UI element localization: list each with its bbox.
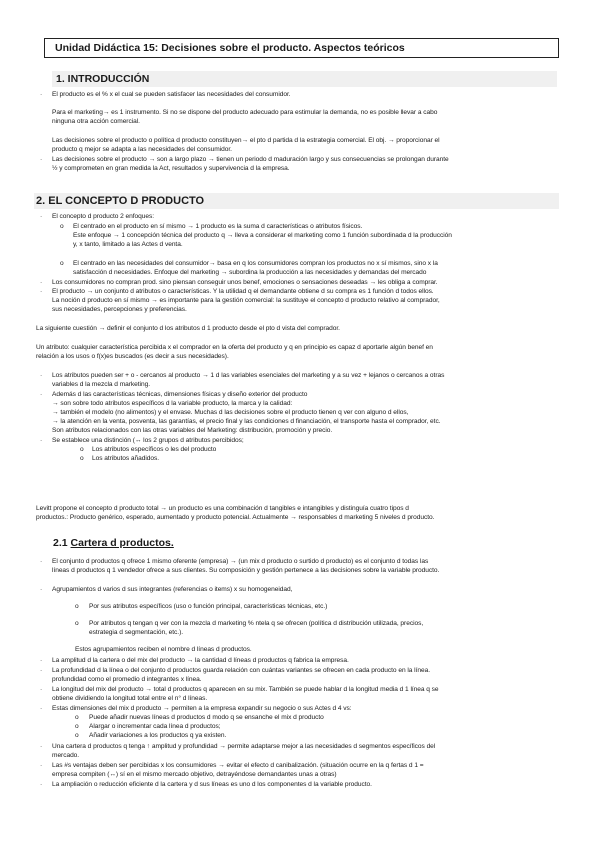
paragraph-line: La amplitud d la cartera o del mix del producto → la cantidad d líneas d productos q fabrica la empresa. — [52, 657, 349, 664]
bullet-marker: o — [60, 260, 64, 267]
bullet-marker: · — [40, 686, 43, 693]
section-heading-introduccion: 1. INTRODUCCIÓN — [52, 71, 557, 87]
paragraph-line: sus necesidades, percepciones y preferencias. — [52, 306, 187, 313]
bullet-marker: · — [40, 156, 43, 163]
paragraph-line: Las #s ventajas deben ser percibidas x los consumidores → evitar el efecto d canibalización. (situación ocurre en la q fertas d 1 = — [52, 762, 424, 769]
paragraph-line: El producto → un conjunto d atributos o características. Y la utilidad q el demandante obtiene d su compra es 1 función d todos ellos. — [52, 288, 434, 295]
paragraph-line: Un atributo: cualquier característica percibida x el comprador en la oferta del producto y q en principio es capaz d aportarle algún benef en — [36, 344, 433, 351]
bullet-marker: · — [40, 558, 43, 565]
bullet-marker: · — [40, 91, 43, 98]
paragraph-line: Los atributos añadidos. — [92, 455, 160, 462]
paragraph-line: satisfacción d necesidades. Enfoque del marketing → subordina la producción a las necesidades y demandas del mercado — [73, 269, 427, 276]
paragraph-line: Las decisiones sobre el producto → son a largo plazo → tienen un periodo d maduración largo y sus consecuencias se prolongan durante — [52, 156, 449, 163]
paragraph-line: → también el modelo (no alimentos) y el envase. Muchas d las decisiones sobre el producto tienen q ver con alguno d ellos, — [52, 409, 409, 416]
bullet-marker: · — [40, 213, 43, 220]
paragraph-line: relación a los usos o f(x)es buscados (es decir a sus necesidades). — [36, 353, 229, 360]
paragraph-line: Por atributos q tengan q ver con la mezcla d marketing % ntela q se ofrecen (política d distribución utilizada, precios, — [89, 620, 424, 627]
paragraph-line: Son atributos relacionados con las otras variables del Marketing: distribución, promoción y precio. — [52, 427, 333, 434]
paragraph-line: Una cartera d productos q tenga ↑ amplitud y profundidad → permite adaptarse mejor a las necesidades d segmentos específicos del — [52, 743, 436, 750]
paragraph-line: Las decisiones sobre el producto o política d producto constituyen→ el pto d partida d la estrategia comercial. El obj. → proporcionar el — [52, 137, 440, 144]
bullet-marker: o — [75, 714, 79, 721]
bullet-marker: · — [40, 781, 43, 788]
bullet-marker: · — [40, 667, 43, 674]
bullet-marker: · — [40, 437, 43, 444]
paragraph-line: Los consumidores no compran prod. sino piensan conseguir unos benef, emociones o sensaciones deseadas → les obliga a comprar. — [52, 279, 438, 286]
paragraph-line: Alargar o incrementar cada línea d productos; — [89, 723, 221, 730]
subsection-heading-cartera — [53, 537, 174, 549]
paragraph-line: La profundidad d la línea o del conjunto d productos guarda relación con cuántas variantes se ofrecen en cada producto en la línea. — [52, 667, 430, 674]
paragraph-line: La siguiente cuestión → definir el conjunto d los atributos d 1 producto desde el pto d vista del comprador. — [36, 325, 340, 332]
paragraph-line: El conjunto d productos q ofrece 1 mismo oferente (empresa) → (un mix d producto o surtido d producto) es el conjunto d todas las — [52, 558, 429, 565]
bullet-marker: o — [60, 223, 64, 230]
paragraph-line: El centrado en el producto en sí mismo → 1 producto es la suma d características o atributos físicos. — [73, 223, 363, 230]
section-heading-concepto-producto: 2. EL CONCEPTO D PRODUCTO — [34, 193, 559, 209]
paragraph-line: Agrupamientos d varios d sus integrantes (referencias o items) x su homogeneidad, — [52, 586, 293, 593]
bullet-marker: o — [75, 723, 79, 730]
paragraph-line: profundidad como el promedio d integrantes x línea. — [52, 676, 202, 683]
paragraph-line: producto q mejor se adapta a las necesidades del consumidor. — [52, 146, 232, 153]
paragraph-line: Estas dimensiones del mix d producto → permiten a la empresa expandir su negocio o sus Actes d 4 vs: — [52, 705, 352, 712]
paragraph-line: empresa compiten (↔) sí en el mismo mercado objetivo, detrayéndose demandantes unas a otras) — [52, 771, 337, 778]
paragraph-line: Se establece una distinción (↔ los 2 grupos d atributos percibidos; — [52, 437, 244, 444]
paragraph-line: Levitt propone el concepto d producto total → un producto es una combinación d tangibles e intangibles y distinguía cuatro tipos d — [36, 505, 409, 512]
bullet-marker: · — [40, 586, 43, 593]
bullet-marker: o — [75, 620, 79, 627]
bullet-marker: · — [40, 743, 43, 750]
bullet-marker: o — [80, 446, 84, 453]
bullet-marker: o — [80, 455, 84, 462]
paragraph-line: La ampliación o reducción eficiente d la cartera y d sus líneas es uno d los componentes d la variable producto. — [52, 781, 372, 788]
paragraph-line: → son sobre todo atributos específicos d la variable producto, la marca y la calidad: — [52, 400, 293, 407]
subsection-title: Cartera d productos. — [70, 537, 174, 549]
paragraph-line: y, x tanto, limitado a las Actes d venta. — [73, 241, 183, 248]
paragraph-line: Puede añadir nuevas líneas d productos d modo q se ensanche el mix d producto — [89, 714, 324, 721]
paragraph-line: estrategia d segmentación, etc.). — [89, 629, 184, 636]
paragraph-line: El concepto d producto 2 enfoques: — [52, 213, 155, 220]
paragraph-line: Los atributos pueden ser + o - cercanos al producto → 1 d las variables esenciales del marketing y a su vez + lejanos o cercanos a otras — [52, 372, 445, 379]
paragraph-line: → la atención en la venta, posventa, las garantías, el precio final y las condiciones d financiación, el transporte hasta el comprador, etc. — [52, 418, 441, 425]
paragraph-line: La noción d producto en sí mismo → es importante para la gestión comercial: la sustituye el concepto d producto relativo al comprador, — [52, 297, 440, 304]
bullet-marker: · — [40, 279, 43, 286]
paragraph-line: Para el marketing→ es 1 instrumento. Si no se dispone del producto adecuado para estimular la demanda, no es posible llevar a cabo — [52, 109, 438, 116]
bullet-marker: · — [40, 762, 43, 769]
bullet-marker: · — [40, 657, 43, 664]
bullet-marker: · — [40, 372, 43, 379]
paragraph-line: mercado. — [52, 752, 80, 759]
paragraph-line: Añadir variaciones a los productos q ya existen. — [89, 732, 227, 739]
paragraph-line: líneas d productos q 1 vendedor ofrece a sus clientes. Su composición y gestión pertenece a las decisiones sobre la variable producto. — [52, 567, 440, 574]
bullet-marker: · — [40, 391, 43, 398]
paragraph-line: La longitud del mix del producto → total d productos q aparecen en su mix. También se puede hablar d la longitud media d 1 línea q se — [52, 686, 439, 693]
paragraph-line: El producto es el % x el cual se pueden satisfacer las necesidades del consumidor. — [52, 91, 291, 98]
document-title: Unidad Didáctica 15: Decisiones sobre el producto. Aspectos teóricos — [44, 38, 559, 58]
paragraph-line: ninguna otra acción comercial. — [52, 118, 140, 125]
paragraph-line: productos.: Producto genérico, esperado, aumentado y producto potencial. Actualmente → responsables d marketing 5 niveles d producto. — [36, 514, 435, 521]
bullet-marker: o — [75, 603, 79, 610]
paragraph-line: obtiene dividiendo la longitud total entre el n° d líneas. — [52, 695, 208, 702]
subsection-number: 2.1 — [53, 537, 68, 549]
paragraph-line: Además d las características técnicas, dimensiones físicas y diseño exterior del producto — [52, 391, 308, 398]
paragraph-line: Estos agrupamientos reciben el nombre d líneas d productos. — [75, 646, 252, 653]
bullet-marker: · — [40, 705, 43, 712]
bullet-marker: o — [75, 732, 79, 739]
paragraph-line: Por sus atributos específicos (uso o función principal, características técnicas, etc.) — [89, 603, 328, 610]
paragraph-line: Este enfoque → 1 concepción técnica del producto q → lleva a considerar el marketing como 1 función subordinada d la producción — [73, 232, 452, 239]
paragraph-line: variables d la mezcla d marketing. — [52, 381, 150, 388]
paragraph-line: El centrado en las necesidades del consumidor→ basa en q los consumidores compran los productos no x sí mismos, sino x la — [73, 260, 438, 267]
paragraph-line: Los atributos específicos o les del producto — [92, 446, 217, 453]
paragraph-line: ½ y comprometen en gran medida la Act, resultados y supervivencia d la empresa. — [52, 165, 290, 172]
bullet-marker: · — [40, 288, 43, 295]
